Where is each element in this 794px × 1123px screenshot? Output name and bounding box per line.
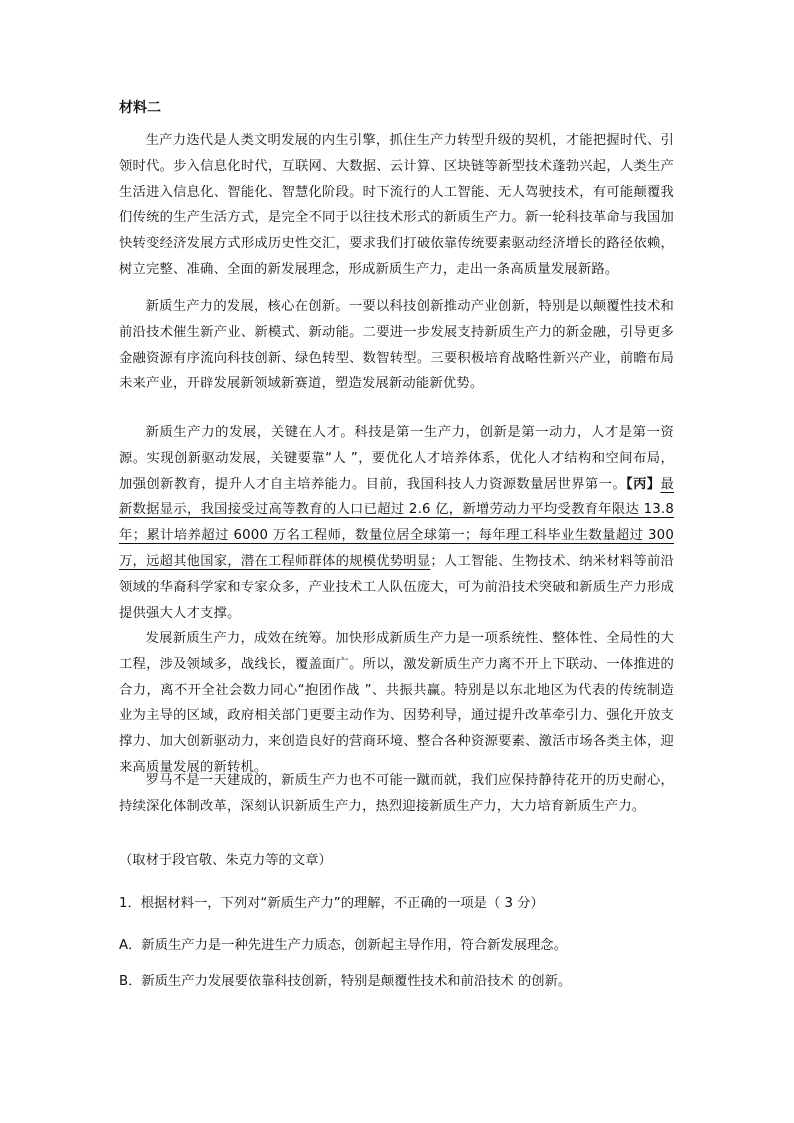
paragraph-4: 发展新质生产力，成效在统筹。加快形成新质生产力是一项系统性、整体性、全局性的大工程，涉及领域多，战线长，覆盖面广。所以，激发新质生产力离不开上下联动、一体推进的合力，离不开全社会数力同心“抱团作战 ”、共振共赢。特别是以东北地区为代表的传统制造业为主导的区域，政府相关部门更要主动作为、因势利导，通过提升改革牵引力、强化开放支撑力、加大创新驱动力，来创造良好的营商环境、整合各种资源要素、激活市场各类主体，迎来高质量发展的新转机。 [119,631,674,775]
paragraph-2: 新质生产力的发展，核心在创新。一要以科技创新推动产业创新，特别是以颠覆性技术和前沿技术催生新产业、新模式、新动能。二要进一步发展支持新质生产力的新金融，引导更多金融资源有序流向科技创新、绿色转型、数智转型。三要积极培育战略性新兴产业，前瞻布局未来产业，开辟发展新领域新赛道，塑造发展新动能新优势。 [119,299,674,392]
paragraph-3-tail: ；人工智能、生物技术、纳米材料等前沿领域的华裔科学家和专家众多，产业技术工人队伍庞大，可为前沿技术突破和新质生产力形成提供强大人才支撑。 [119,553,674,621]
paragraph-5: 罗马不是一天建成的，新质生产力也不可能一蹴而就，我们应保持静待花开的历史耐心，持续深化体制改革，深刻认识新质生产力，热烈迎接新质生产力，大力培育新质生产力。 [119,773,674,814]
material-heading: 材料二 [119,100,161,116]
paragraph-3 [119,420,674,626]
paragraph-3-lead: 新质生产力的发展，关键在人才。科技是第一生产力，创新是第一动力，人才是第一资源。实现创新驱动发展，关键要靠“人 ”，要优化人才培养体系，优化人才结构和空间布局，加强创新教育，提升人才自主培养能力。目前，我国科技人力资源数量居世界第一。 [119,425,674,492]
paragraph-1: 生产力迭代是人类文明发展的内生引擎，抓住生产力转型升级的契机，才能把握时代、引领时代。步入信息化时代，互联网、大数据、云计算、区块链等新型技术蓬勃兴起，人类生产生活进入信息化、智能化、智慧化阶段。时下流行的人工智能、无人驾驶技术，有可能颠覆我们传统的生产生活方式，是完全不同于以往技术形式的新质生产力。新一轮科技革命与我国加快转变经济发展方式形成历史性交汇，要求我们打破依靠传统要素驱动经济增长的路径依赖，树立完整、准确、全面的新发展理念，形成新质生产力，走出一条高质量发展新路。 [119,133,674,277]
option-a: A．新质生产力是一种先进生产力质态，创新起主导作用，符合新发展理念。 [119,938,567,953]
underlined-passage: 最新数据显示，我国接受过高等教育的人口已超过 2.6 亿，新增劳动力平均受教育年限达 13.8 年；累计培养超过 6000 万名工程师，数量位居全球第一；每年理工科毕业生数量超过 300 万，远超其他国家，潜在工程师群体的规模优势明显 [119,476,674,569]
option-b: B．新质生产力发展要依靠科技创新，特别是颠覆性技术和前沿技术 的创新。 [119,974,572,989]
bing-marker: 【丙】 [626,476,661,492]
source-note: （取材于段官敬、朱克力等的文章） [119,853,332,868]
question-stem: 1．根据材料一，下列对“新质生产力”的理解，不正确的一项是（ 3 分） [119,896,544,911]
